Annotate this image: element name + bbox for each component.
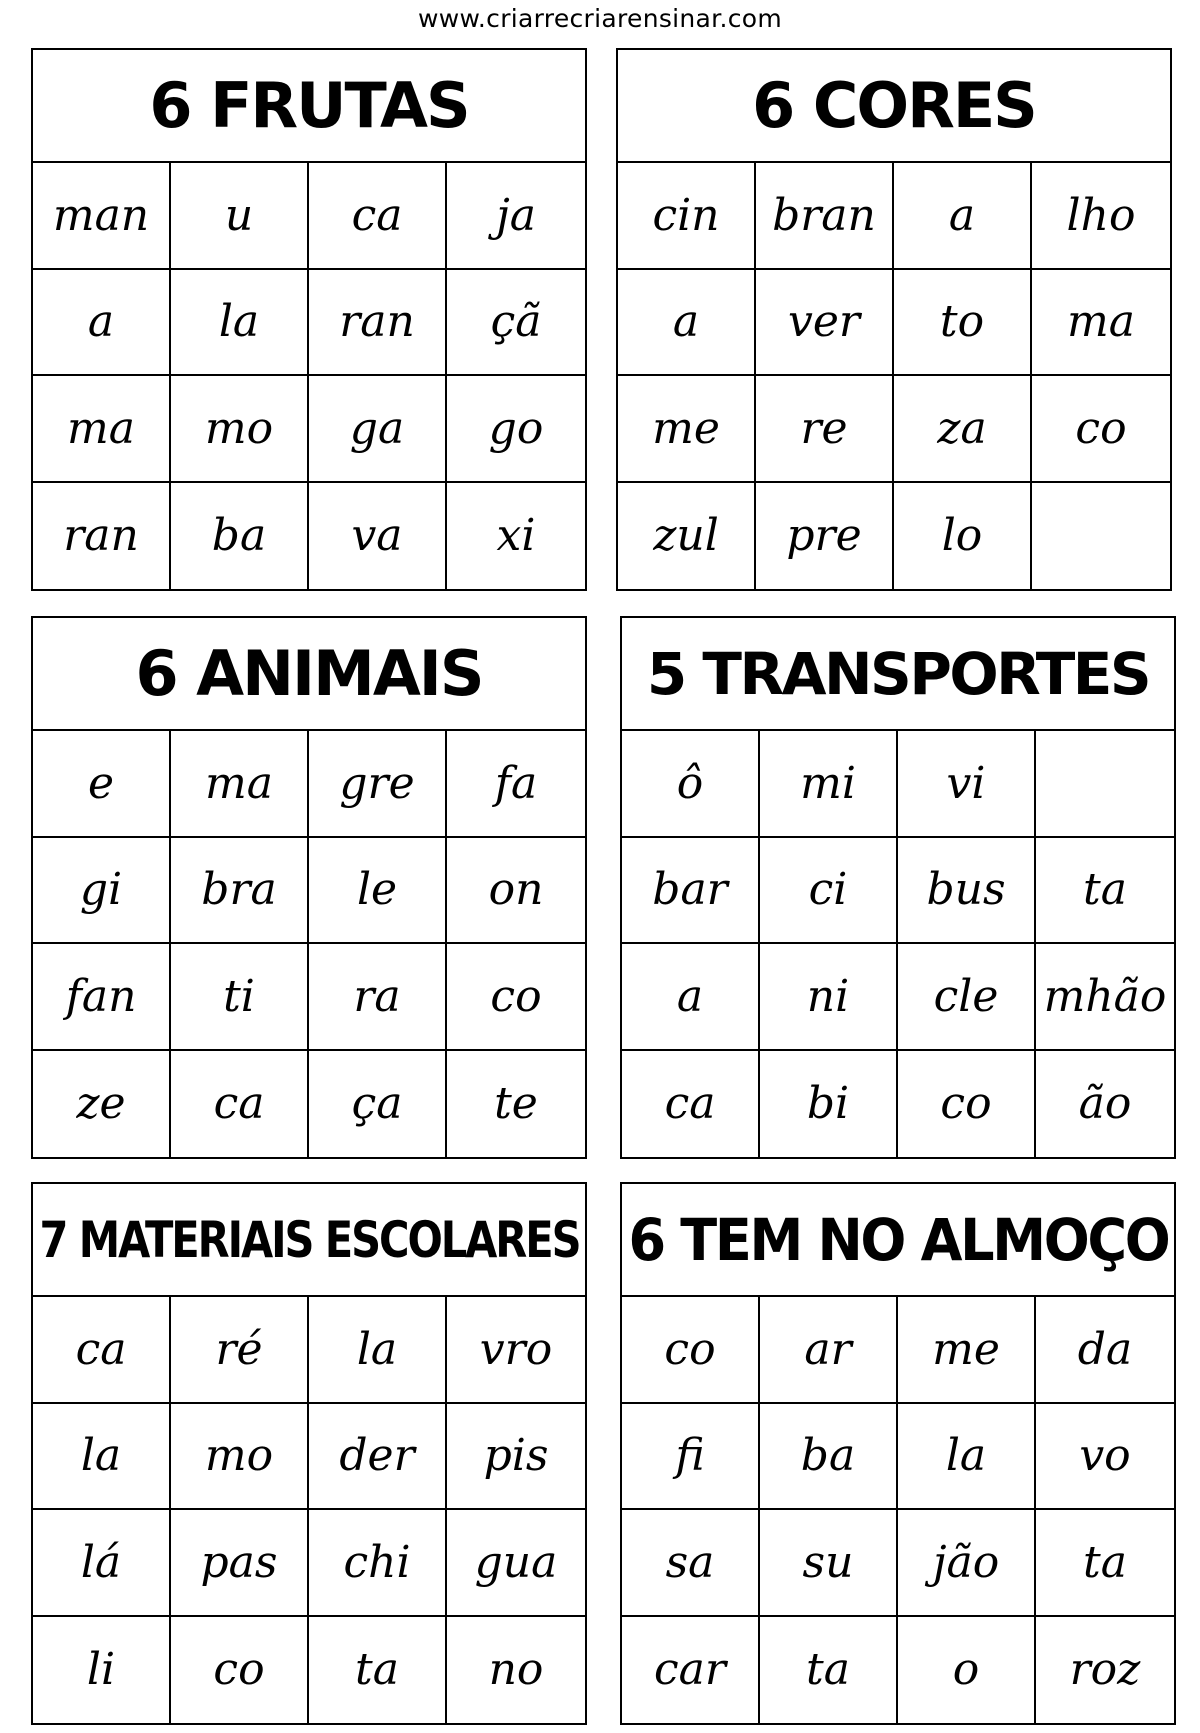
syllable-cell: jão	[898, 1510, 1036, 1617]
puzzle-transportes	[620, 616, 1176, 1159]
car-cell	[1036, 731, 1174, 838]
syllable-cell: a	[894, 163, 1032, 270]
syllable-cell: co	[898, 1051, 1036, 1158]
paintbrush-cell	[1032, 483, 1170, 590]
syllable-cell: ta	[1036, 1510, 1174, 1617]
syllable-cell: no	[488, 1644, 544, 1696]
syllable-cell: ba	[171, 483, 309, 590]
syllable-cell: pis	[447, 1404, 585, 1511]
syllable-cell: li	[33, 1617, 171, 1724]
syllable-cell: gi	[33, 838, 171, 945]
syllable-cell: re	[756, 376, 894, 483]
site-url: www.criarrecriarensinar.com	[417, 4, 783, 33]
syllable-cell: der	[309, 1404, 447, 1511]
syllable-cell: chi	[309, 1510, 447, 1617]
syllable-cell: ar	[760, 1297, 898, 1404]
syllable-cell: bar	[622, 838, 760, 945]
syllable-cell: fi	[622, 1404, 760, 1511]
syllable-cell: mo	[171, 1404, 309, 1511]
syllable-cell: la	[171, 270, 309, 377]
syllable-cell: mo	[171, 376, 309, 483]
syllable-cell: co	[1032, 376, 1170, 483]
syllable-cell: lo	[894, 483, 1032, 590]
syllable-cell: roz	[1069, 1644, 1141, 1696]
syllable-cell: o	[898, 1617, 1036, 1724]
syllable-cell: ma	[1032, 270, 1170, 377]
syllable-cell: ta	[1036, 838, 1174, 945]
syllable-cell: to	[894, 270, 1032, 377]
syllable-cell: çã	[447, 270, 585, 377]
syllable-cell: lá	[33, 1510, 171, 1617]
puzzle-title: 6 FRUTAS	[33, 50, 585, 163]
syllable-cell: a	[618, 270, 756, 377]
syllable-cell: da	[1036, 1297, 1174, 1404]
syllable-cell: u	[171, 163, 309, 270]
puzzle-title: 7 MATERIAIS ESCOLARES	[33, 1184, 585, 1297]
syllable-cell: te	[494, 1078, 538, 1130]
syllable-cell: ga	[309, 376, 447, 483]
syllable-cell: ci	[760, 838, 898, 945]
syllable-cell: ô	[622, 731, 760, 838]
syllable-cell: ão	[1078, 1078, 1132, 1130]
syllable-cell: ra	[309, 944, 447, 1051]
syllable-grid	[33, 163, 585, 589]
syllable-cell: me	[898, 1297, 1036, 1404]
syllable-cell: zul	[618, 483, 756, 590]
syllable-cell: ti	[171, 944, 309, 1051]
puzzle-title: 6 CORES	[618, 50, 1170, 163]
syllable-cell: vo	[1036, 1404, 1174, 1511]
syllable-cell: ta	[760, 1617, 898, 1724]
syllable-cell: la	[898, 1404, 1036, 1511]
syllable-cell: ma	[33, 376, 171, 483]
syllable-cell: la	[33, 1404, 171, 1511]
syllable-cell: fan	[33, 944, 171, 1051]
syllable-cell: ca	[171, 1051, 309, 1158]
syllable-cell: gua	[447, 1510, 585, 1617]
syllable-cell: co	[171, 1617, 309, 1724]
syllable-cell: me	[618, 376, 756, 483]
puzzle-materiais-escolares	[31, 1182, 587, 1725]
syllable-cell: ma	[171, 731, 309, 838]
syllable-cell: ré	[171, 1297, 309, 1404]
syllable-cell: su	[760, 1510, 898, 1617]
syllable-cell: fa	[447, 731, 585, 838]
syllable-grid	[33, 731, 585, 1157]
syllable-cell: va	[309, 483, 447, 590]
syllable-cell: bi	[760, 1051, 898, 1158]
syllable-cell: co	[447, 944, 585, 1051]
syllable-cell: la	[309, 1297, 447, 1404]
syllable-cell: lho	[1032, 163, 1170, 270]
syllable-cell: pre	[756, 483, 894, 590]
syllable-cell: go	[447, 376, 585, 483]
syllable-cell: mhão	[1036, 944, 1174, 1051]
syllable-cell: man	[33, 163, 171, 270]
syllable-cell: vro	[447, 1297, 585, 1404]
syllable-cell: ça	[309, 1051, 447, 1158]
syllable-cell: bra	[171, 838, 309, 945]
syllable-cell: ta	[309, 1617, 447, 1724]
syllable-cell: za	[894, 376, 1032, 483]
syllable-cell: e	[33, 731, 171, 838]
puzzle-title: 6 ANIMAIS	[33, 618, 585, 731]
puzzle-title: 6 TEM NO ALMOÇO	[622, 1184, 1174, 1297]
syllable-grid	[618, 163, 1170, 589]
syllable-cell: ni	[760, 944, 898, 1051]
syllable-cell: cin	[618, 163, 756, 270]
syllable-cell: le	[309, 838, 447, 945]
syllable-cell: cle	[898, 944, 1036, 1051]
syllable-grid	[622, 1297, 1174, 1723]
syllable-cell: gre	[309, 731, 447, 838]
puzzle-animais	[31, 616, 587, 1159]
syllable-cell: sa	[622, 1510, 760, 1617]
syllable-cell: ba	[760, 1404, 898, 1511]
syllable-cell: a	[33, 270, 171, 377]
puzzle-frutas	[31, 48, 587, 591]
syllable-cell: vi	[898, 731, 1036, 838]
puzzle-cores	[616, 48, 1172, 591]
syllable-cell: ran	[33, 483, 171, 590]
syllable-cell: ver	[756, 270, 894, 377]
syllable-cell: pas	[171, 1510, 309, 1617]
syllable-cell: bus	[898, 838, 1036, 945]
syllable-cell: on	[447, 838, 585, 945]
syllable-cell: mi	[760, 731, 898, 838]
puzzle-tem-no-almoco	[620, 1182, 1176, 1725]
syllable-grid	[33, 1297, 585, 1723]
syllable-cell: xi	[496, 510, 536, 562]
syllable-cell: ca	[309, 163, 447, 270]
syllable-cell: ze	[33, 1051, 171, 1158]
puzzle-title: 5 TRANSPORTES	[622, 618, 1174, 731]
syllable-cell: car	[622, 1617, 760, 1724]
syllable-cell: bran	[756, 163, 894, 270]
syllable-cell: a	[622, 944, 760, 1051]
syllable-grid	[622, 731, 1174, 1157]
syllable-cell: ca	[33, 1297, 171, 1404]
syllable-cell: ran	[309, 270, 447, 377]
syllable-cell: ca	[622, 1051, 760, 1158]
syllable-cell: co	[622, 1297, 760, 1404]
syllable-cell: ja	[447, 163, 585, 270]
